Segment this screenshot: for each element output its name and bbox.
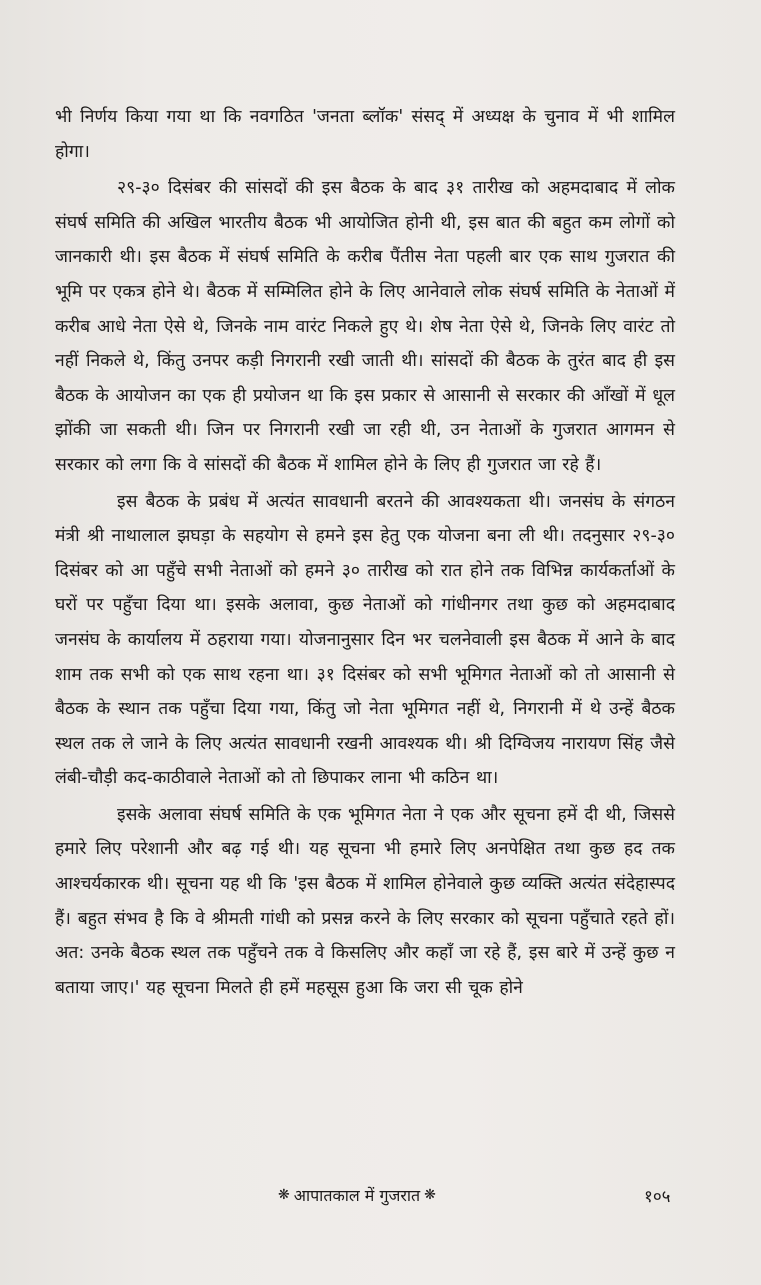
paragraph: २९-३० दिसंबर की सांसदों की इस बैठक के बाद ३१ तारीख को अहमदाबाद में लोक संघर्ष समिति की अखिल भारतीय बैठक भी आयोजित होनी थी, इस बात की बहुत कम लोगों को जानकारी थी। इस बैठक में संघर्ष समिति के करीब पैंतीस नेता पहली बार एक साथ गुजरात की भूमि पर एकत्र होने थे। बैठक में सम्मिलित होने के लिए आनेवाले लोक संघर्ष समिति के नेताओं में करीब आधे नेता ऐसे थे, जिनके नाम वारंट निकले हुए थे। शेष नेता ऐसे थे, जिनके लिए वारंट तो नहीं निकले थे, किंतु उनपर कड़ी निगरानी रखी जाती थी। सांसदों की बैठक के तुरंत बाद ही इस बैठक के आयोजन का एक ही प्रयोजन था कि इस प्रकार से आसानी से सरकार की आँखों में धूल झोंकी जा सकती थी। जिन पर निगरानी रखी जा रही थी, उन नेताओं के गुजरात आगमन से सरकार को लगा कि वे सांसदों की बैठक में शामिल होने के लिए ही गुजरात जा रहे हैं। [55, 178, 675, 475]
page-number: १०५ [644, 1187, 671, 1207]
asterism-ornament-icon: ❋ [278, 1187, 290, 1203]
paragraph-continuation: भी निर्णय किया गया था कि नवगठित 'जनता ब्लॉक' संसद् में अध्यक्ष के चुनाव में भी शामिल होगा। [55, 107, 675, 162]
body-text [55, 100, 675, 1005]
running-footer-title [278, 1184, 436, 1206]
paragraph: इस बैठक के प्रबंध में अत्यंत सावधानी बरतने की आवश्यकता थी। जनसंघ के संगठन मंत्री श्री नाथालाल झघड़ा के सहयोग से हमने इस हेतु एक योजना बना ली थी। तदनुसार २९-३० दिसंबर को आ पहुँचे सभी नेताओं को हमने ३० तारीख को रात होने तक विभिन्न कार्यकर्ताओं के घरों पर पहुँचा दिया था। इसके अलावा, कुछ नेताओं को गांधीनगर तथा कुछ को अहमदाबाद जनसंघ के कार्यालय में ठहराया गया। योजनानुसार दिन भर चलनेवाली इस बैठक में आने के बाद शाम तक सभी को एक साथ रहना था। ३१ दिसंबर को सभी भूमिगत नेताओं को तो आसानी से बैठक के स्थान तक पहुँचा दिया गया, किंतु जो नेता भूमिगत नहीं थे, निगरानी में थे उन्हें बैठक स्थल तक ले जाने के लिए अत्यंत सावधानी रखनी आवश्यक थी। श्री दिग्विजय नारायण सिंह जैसे लंबी-चौड़ी कद-काठीवाले नेताओं को तो छिपाकर लाना भी कठिन था। [55, 491, 675, 789]
page-footer [0, 1184, 761, 1214]
asterism-ornament-icon: ❋ [424, 1187, 436, 1203]
book-title: आपातकाल में गुजरात [293, 1186, 421, 1205]
paragraph: इसके अलावा संघर्ष समिति के एक भूमिगत नेता ने एक और सूचना हमें दी थी, जिससे हमारे लिए परेशानी और बढ़ गई थी। यह सूचना भी हमारे लिए अनपेक्षित तथा कुछ हद तक आश्चर्यकारक थी। सूचना यह थी कि 'इस बैठक में शामिल होनेवाले कुछ व्यक्ति अत्यंत संदेहास्पद हैं। बहुत संभव है कि वे श्रीमती गांधी को प्रसन्न करने के लिए सरकार को सूचना पहुँचाते रहते हों। अत: उनके बैठक स्थल तक पहुँचने तक वे किसलिए और कहाँ जा रहे हैं, इस बारे में उन्हें कुछ न बताया जाए।' यह सूचना मिलते ही हमें महसूस हुआ कि जरा सी चूक होने [55, 804, 675, 998]
